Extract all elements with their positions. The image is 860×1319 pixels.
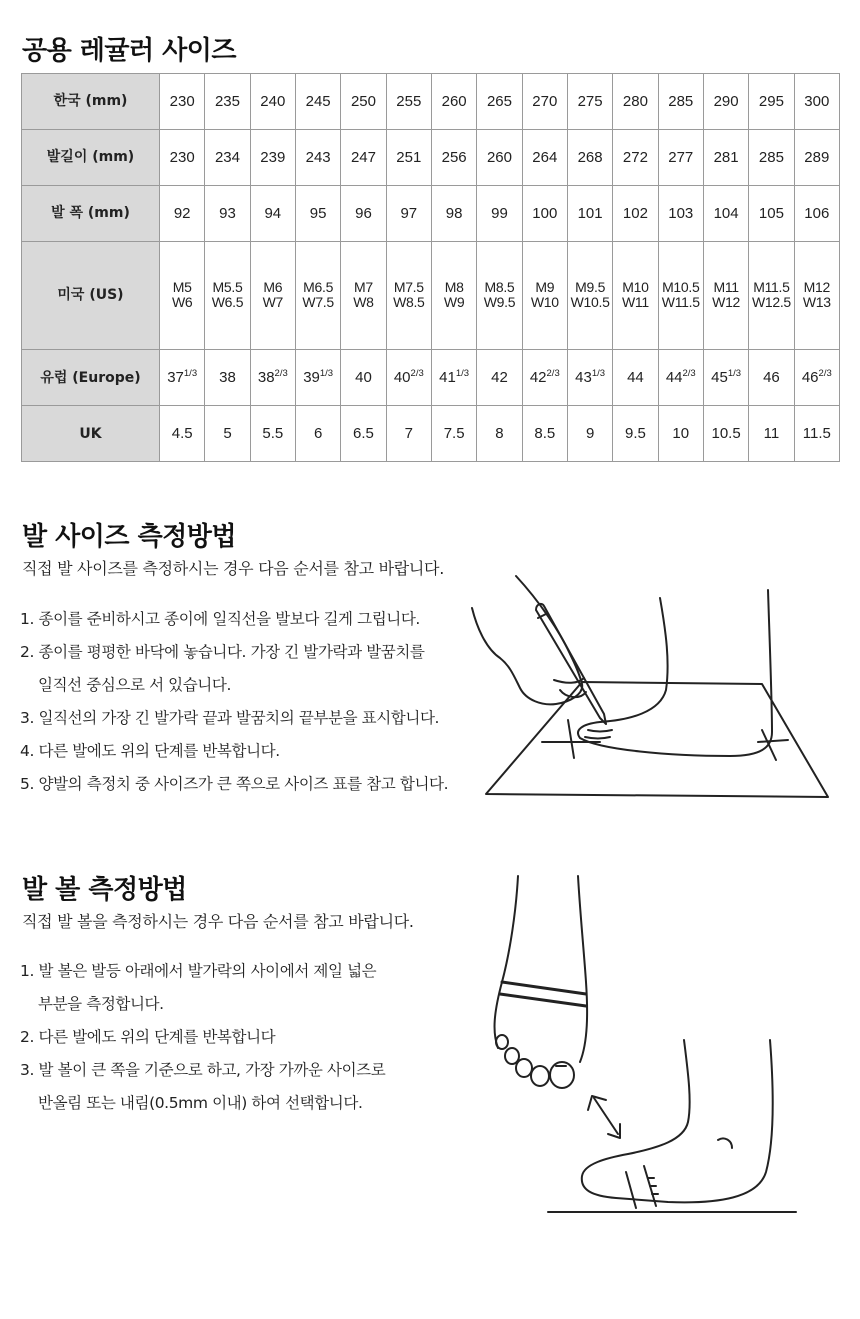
size-value-men: M10 <box>622 279 649 296</box>
size-table-cell <box>477 350 522 406</box>
size-table-cell <box>703 406 748 462</box>
size-value: 94 <box>264 204 282 222</box>
size-value: 44 <box>665 369 683 387</box>
size-value: 7 <box>404 425 413 443</box>
size-value-men: M5 <box>172 279 192 296</box>
size-value-men: M8 <box>444 279 464 296</box>
size-table-cell <box>522 129 567 185</box>
size-table-row <box>22 406 840 462</box>
size-table-cell <box>160 241 205 349</box>
size-value: 10.5 <box>711 425 741 443</box>
size-value: 105 <box>758 204 784 222</box>
size-value-men: M7 <box>354 279 373 296</box>
size-value-women: W10.5 <box>570 294 610 311</box>
size-table-cell <box>386 129 431 185</box>
size-value-women: W11 <box>622 294 649 311</box>
size-table-cell <box>295 74 340 130</box>
measure-size-title: 발 사이즈 측정방법 <box>22 522 237 552</box>
size-table-cell <box>567 129 612 185</box>
width-step-item <box>20 1021 385 1054</box>
size-value: 275 <box>577 92 603 110</box>
size-table-cell <box>295 241 340 349</box>
size-table-cell <box>749 185 794 241</box>
size-value: 38 <box>257 369 275 387</box>
size-value: 41 <box>439 369 456 387</box>
pencil-shape <box>536 604 606 724</box>
size-table-row <box>22 129 840 185</box>
size-fraction: 1/3 <box>183 368 198 380</box>
measure-width-subtitle: 직접 발 볼을 측정하시는 경우 다음 순서를 참고 바랍니다. <box>22 912 414 931</box>
step-text: 3. 발 볼이 큰 쪽을 기준으로 하고, 가장 가까운 사이즈로 <box>20 1061 386 1079</box>
size-value: 9.5 <box>625 425 646 443</box>
double-arrow <box>594 1098 618 1134</box>
paper-sheet-shape <box>486 682 828 797</box>
size-value: 44 <box>627 369 644 387</box>
measure-band-top-view <box>500 982 586 1006</box>
size-value-men: M9 <box>535 279 555 296</box>
size-value: 106 <box>804 204 830 222</box>
size-table-cell <box>749 406 794 462</box>
size-value-women: W10 <box>530 294 559 311</box>
size-value: 4.5 <box>171 425 193 443</box>
size-table-cell <box>749 129 794 185</box>
width-step-item <box>20 955 385 1021</box>
size-value: 255 <box>396 92 422 110</box>
size-table-cell <box>522 185 567 241</box>
size-table-cell <box>386 185 431 241</box>
size-table-cell <box>477 185 522 241</box>
size-value: 103 <box>668 204 694 222</box>
size-table-cell <box>250 74 295 130</box>
size-table-cell <box>613 185 658 241</box>
size-table-cell <box>341 185 386 241</box>
size-table-cell <box>613 406 658 462</box>
size-value: 46 <box>801 369 819 387</box>
size-value: 101 <box>577 204 603 222</box>
size-table-row-header: 유럽 (Europe) <box>22 350 160 406</box>
size-table-cell <box>160 350 205 406</box>
size-value: 230 <box>169 148 195 166</box>
size-table-cell <box>522 406 567 462</box>
size-table-cell <box>703 129 748 185</box>
step-text-continued: 일직선 중심으로 서 있습니다. <box>38 676 231 694</box>
size-value-men: M6 <box>263 279 283 296</box>
size-table-title: 공용 레귤러 사이즈 <box>22 36 237 66</box>
size-table-cell <box>295 129 340 185</box>
size-table-row-header: 한국 (mm) <box>22 74 160 130</box>
size-table-cell <box>205 129 250 185</box>
step-text: 1. 종이를 준비하시고 종이에 일직선을 발보다 길게 그립니다. <box>20 610 420 628</box>
size-value: 240 <box>260 92 286 110</box>
size-table-cell <box>295 350 340 406</box>
size-value-men: M6.5 <box>303 279 334 296</box>
size-value: 98 <box>445 204 463 222</box>
size-value: 5 <box>223 425 232 443</box>
size-value: 11.5 <box>802 425 831 443</box>
size-table-cell <box>386 350 431 406</box>
size-value-women: W12 <box>712 294 741 311</box>
size-step-item <box>20 735 448 768</box>
size-table-cell <box>794 406 839 462</box>
size-fraction: 2/3 <box>410 368 424 380</box>
size-value: 300 <box>804 92 830 110</box>
size-table-cell <box>794 241 839 349</box>
size-table-cell <box>341 406 386 462</box>
measure-width-steps <box>20 955 385 1120</box>
size-value-men: M8.5 <box>484 279 515 296</box>
size-fraction: 1/3 <box>455 368 470 380</box>
size-table-cell <box>431 185 476 241</box>
size-value: 7.5 <box>443 425 465 443</box>
size-value: 40 <box>393 369 411 387</box>
top-foot-left-edge <box>495 876 518 1048</box>
size-table-cell <box>386 241 431 349</box>
size-value-women: W7.5 <box>302 294 334 311</box>
size-value: 38 <box>219 369 236 387</box>
size-value-women: W11.5 <box>661 294 700 311</box>
size-table-cell <box>567 74 612 130</box>
size-table-cell <box>658 406 703 462</box>
step-text: 5. 양발의 측정치 중 사이즈가 큰 쪽으로 사이즈 표를 참고 합니다. <box>20 775 449 793</box>
measure-width-title: 발 볼 측정방법 <box>22 875 187 905</box>
size-value: 285 <box>668 92 694 110</box>
size-value: 102 <box>622 204 648 222</box>
size-table-cell <box>567 406 612 462</box>
size-value: 285 <box>758 148 784 166</box>
size-table-cell <box>794 185 839 241</box>
size-table-cell <box>431 74 476 130</box>
size-table-cell <box>613 129 658 185</box>
size-value: 272 <box>622 148 648 166</box>
size-table-cell <box>703 74 748 130</box>
size-value: 260 <box>441 92 467 110</box>
size-value: 243 <box>305 148 331 166</box>
size-value: 239 <box>260 148 286 166</box>
size-value: 256 <box>441 148 467 166</box>
size-value-men: M11 <box>713 279 739 296</box>
size-table-cell <box>295 185 340 241</box>
size-value: 230 <box>169 92 195 110</box>
size-value-men: M12 <box>803 279 830 296</box>
size-table-cell <box>613 350 658 406</box>
size-value: 247 <box>350 148 376 166</box>
size-step-item <box>20 768 448 801</box>
size-table-cell <box>250 185 295 241</box>
top-foot-right-edge <box>578 876 587 1062</box>
step-text: 2. 다른 발에도 위의 단계를 반복합니다 <box>20 1028 276 1046</box>
size-table-row <box>22 350 840 406</box>
size-table-cell <box>703 350 748 406</box>
size-value-men: M11.5 <box>753 279 790 296</box>
size-table-row-header: UK <box>22 406 160 462</box>
size-table-row <box>22 185 840 241</box>
size-value-men: M5.5 <box>212 279 243 296</box>
size-value: 39 <box>303 369 320 387</box>
size-value-women: W12.5 <box>751 294 791 311</box>
size-value-women: W8 <box>353 294 374 311</box>
size-step-item <box>20 603 448 636</box>
size-value: 234 <box>214 148 240 166</box>
step-text: 3. 일직선의 가장 긴 발가락 끝과 발꿈치의 끝부분을 표시합니다. <box>20 709 440 727</box>
size-fraction: 2/3 <box>682 368 696 380</box>
size-table-cell <box>749 350 794 406</box>
width-step-item <box>20 1054 385 1120</box>
size-table-row <box>22 74 840 130</box>
size-value: 10 <box>672 425 690 443</box>
size-value: 9 <box>585 425 595 443</box>
size-fraction: 1/3 <box>727 368 742 380</box>
size-value-men: M7.5 <box>393 279 424 296</box>
size-table-cell <box>477 74 522 130</box>
size-table-cell <box>477 241 522 349</box>
size-table-cell <box>205 350 250 406</box>
size-value: 268 <box>577 148 603 166</box>
size-table-cell <box>431 241 476 349</box>
size-table-row-header: 발길이 (mm) <box>22 129 160 185</box>
size-table-cell <box>703 185 748 241</box>
size-value: 37 <box>167 369 184 387</box>
size-value: 11 <box>763 425 780 443</box>
size-value-women: W6.5 <box>211 294 244 311</box>
size-table-cell <box>250 241 295 349</box>
size-value: 295 <box>758 92 784 110</box>
size-value: 6 <box>313 425 323 443</box>
step-text: 1. 발 볼은 발등 아래에서 발가락의 사이에서 제일 넓은 <box>20 962 377 980</box>
size-fraction: 2/3 <box>818 368 832 380</box>
size-table-cell <box>658 129 703 185</box>
size-table-cell <box>794 350 839 406</box>
size-value: 281 <box>713 148 739 166</box>
size-value: 8 <box>495 425 504 443</box>
step-text: 2. 종이를 평평한 바닥에 놓습니다. 가장 긴 발가락과 발꿈치를 <box>20 643 425 661</box>
size-table-cell <box>794 129 839 185</box>
size-table-cell <box>658 241 703 349</box>
size-table-cell <box>749 241 794 349</box>
size-table-cell <box>341 129 386 185</box>
size-fraction: 1/3 <box>591 368 606 380</box>
measure-size-steps <box>20 603 448 801</box>
size-value: 8.5 <box>534 425 556 443</box>
foot-length-illustration <box>470 572 835 802</box>
foot-width-illustration <box>488 872 808 1222</box>
size-table-row-header: 발 폭 (mm) <box>22 185 160 241</box>
size-table-row-header: 미국 (US) <box>22 241 160 349</box>
size-value: 104 <box>713 204 739 222</box>
heel-mark <box>758 730 788 760</box>
size-table-cell <box>794 74 839 130</box>
size-table-cell <box>386 406 431 462</box>
step-text-continued: 부분을 측정합니다. <box>38 995 164 1013</box>
size-value: 96 <box>355 204 372 222</box>
size-value-women: W9 <box>443 294 465 311</box>
hand-outline <box>472 576 582 704</box>
size-value: 95 <box>309 204 327 222</box>
size-table-cell <box>658 185 703 241</box>
size-value: 6.5 <box>353 425 374 443</box>
size-value: 277 <box>668 148 694 166</box>
size-table-cell <box>567 350 612 406</box>
size-chart-table <box>21 73 840 462</box>
size-value: 42 <box>529 369 547 387</box>
size-table-cell <box>160 74 205 130</box>
size-value-women: W8.5 <box>393 294 425 311</box>
size-table-cell <box>477 406 522 462</box>
size-table-cell <box>250 350 295 406</box>
size-table-cell <box>658 350 703 406</box>
size-table-cell <box>567 185 612 241</box>
size-value: 265 <box>486 92 512 110</box>
size-table-cell <box>522 241 567 349</box>
size-value-men: M10.5 <box>662 279 700 296</box>
step-text: 4. 다른 발에도 위의 단계를 반복합니다. <box>20 742 280 760</box>
size-value: 93 <box>219 204 236 222</box>
size-value: 43 <box>575 369 592 387</box>
size-table-cell <box>613 74 658 130</box>
size-value: 290 <box>713 92 739 110</box>
size-table-cell <box>205 74 250 130</box>
size-value: 40 <box>355 369 372 387</box>
size-value: 251 <box>396 148 422 166</box>
size-value: 46 <box>763 369 780 387</box>
measure-size-subtitle: 직접 발 사이즈를 측정하시는 경우 다음 순서를 참고 바랍니다. <box>22 559 444 578</box>
size-value: 245 <box>305 92 331 110</box>
size-fraction: 2/3 <box>546 368 560 380</box>
step-text-continued: 반올림 또는 내림(0.5mm 이내) 하여 선택합니다. <box>38 1094 363 1112</box>
size-step-item <box>20 702 448 735</box>
size-table-cell <box>160 129 205 185</box>
size-table-cell <box>749 74 794 130</box>
size-table-cell <box>431 406 476 462</box>
size-table-cell <box>341 350 386 406</box>
size-table-cell <box>160 406 205 462</box>
size-table-cell <box>341 241 386 349</box>
size-step-item <box>20 636 448 702</box>
size-value: 45 <box>711 369 728 387</box>
size-table-cell <box>160 185 205 241</box>
size-table-cell <box>567 241 612 349</box>
size-value: 260 <box>486 148 512 166</box>
size-value: 97 <box>400 204 418 222</box>
size-value-women: W7 <box>262 294 284 311</box>
size-value: 270 <box>532 92 558 110</box>
size-value: 99 <box>491 204 508 222</box>
size-table-cell <box>205 241 250 349</box>
size-value: 264 <box>532 148 558 166</box>
size-table-cell <box>341 74 386 130</box>
size-table-cell <box>205 185 250 241</box>
size-table-row <box>22 241 840 349</box>
size-table-cell <box>431 129 476 185</box>
size-value-women: W6 <box>171 294 193 311</box>
size-table-cell <box>703 241 748 349</box>
size-value: 250 <box>350 92 376 110</box>
size-table-cell <box>205 406 250 462</box>
size-value-men: M9.5 <box>575 279 606 296</box>
size-value: 100 <box>532 204 558 222</box>
size-fraction: 1/3 <box>319 368 334 380</box>
size-table-cell <box>431 350 476 406</box>
size-table-cell <box>386 74 431 130</box>
size-table-cell <box>477 129 522 185</box>
size-value: 280 <box>622 92 648 110</box>
size-value: 289 <box>804 148 830 166</box>
size-table-cell <box>295 406 340 462</box>
size-table-cell <box>250 406 295 462</box>
size-value: 92 <box>173 204 191 222</box>
size-value: 235 <box>214 92 240 110</box>
size-value: 5.5 <box>262 425 284 443</box>
size-table-cell <box>250 129 295 185</box>
size-value-women: W9.5 <box>483 294 516 311</box>
size-table-cell <box>522 74 567 130</box>
size-table-cell <box>658 74 703 130</box>
size-table-cell <box>613 241 658 349</box>
size-value: 42 <box>491 369 508 387</box>
size-value-women: W13 <box>802 294 831 311</box>
size-table-cell <box>522 350 567 406</box>
size-fraction: 2/3 <box>274 368 288 380</box>
